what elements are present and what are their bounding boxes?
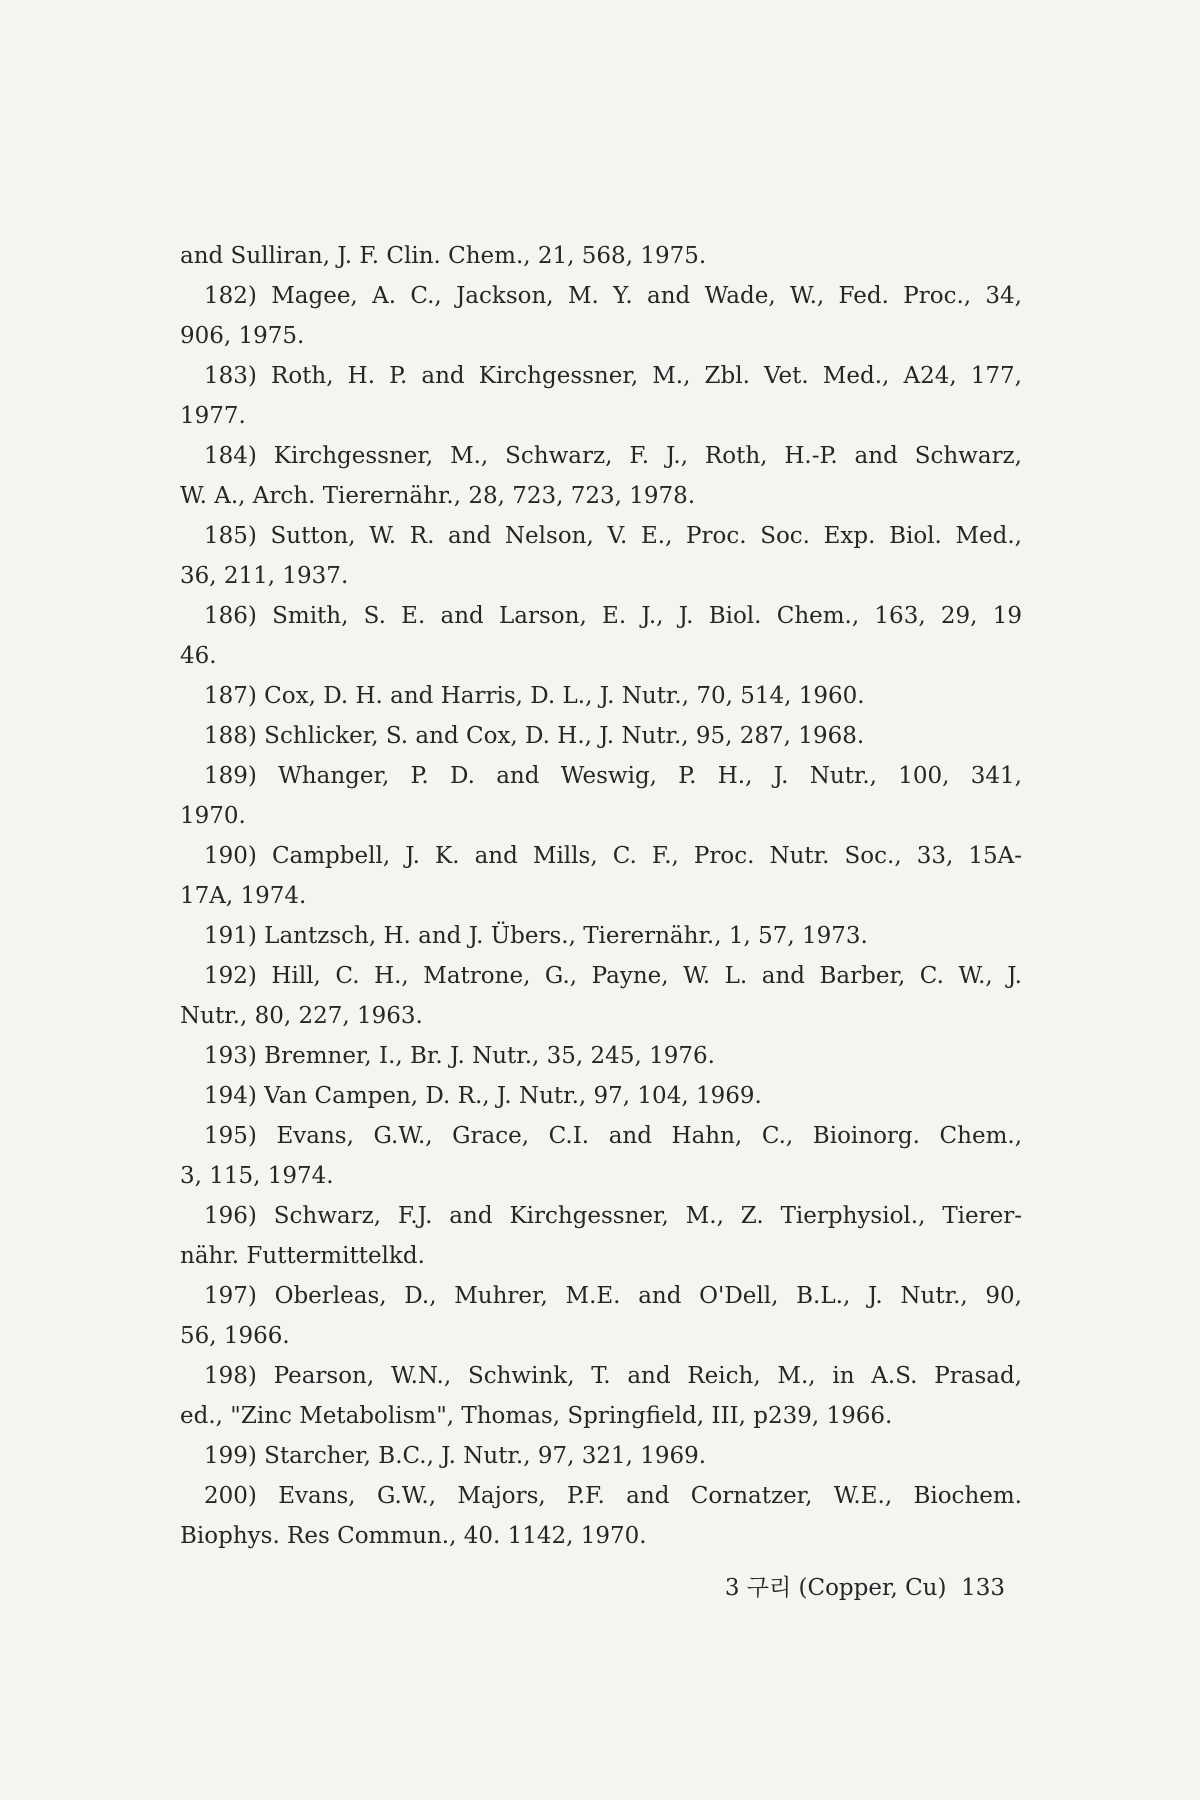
reference-line: 195) Evans, G.W., Grace, C.I. and Hahn, C., Bioinorg. Chem., [204, 1123, 1022, 1149]
reference-line: 906, 1975. [180, 323, 305, 349]
reference-line: 36, 211, 1937. [180, 563, 349, 589]
reference-line: 183) Roth, H. P. and Kirchgessner, M., Zbl. Vet. Med., A24, 177, [204, 363, 1022, 389]
reference-line: 185) Sutton, W. R. and Nelson, V. E., Proc. Soc. Exp. Biol. Med., [204, 523, 1022, 549]
reference-line: 193) Bremner, I., Br. J. Nutr., 35, 245, 1976. [204, 1043, 715, 1069]
reference-line: 191) Lantzsch, H. and J. Übers., Tierernähr., 1, 57, 1973. [204, 923, 868, 949]
reference-line: 189) Whanger, P. D. and Weswig, P. H., J. Nutr., 100, 341, [204, 763, 1022, 789]
reference-line: and Sulliran, J. F. Clin. Chem., 21, 568, 1975. [180, 243, 707, 269]
reference-line: nähr. Futtermittelkd. [180, 1243, 425, 1269]
reference-list [180, 236, 1022, 1556]
reference-line: 1970. [180, 803, 246, 829]
reference-line: 46. [180, 643, 217, 669]
reference-line: 56, 1966. [180, 1323, 290, 1349]
reference-line: 194) Van Campen, D. R., J. Nutr., 97, 104, 1969. [204, 1083, 762, 1109]
reference-line: 1977. [180, 403, 246, 429]
reference-line: W. A., Arch. Tierernähr., 28, 723, 723, 1978. [180, 483, 696, 509]
reference-line: 192) Hill, C. H., Matrone, G., Payne, W. L. and Barber, C. W., J. [204, 963, 1022, 989]
reference-line: 199) Starcher, B.C., J. Nutr., 97, 321, 1969. [204, 1443, 707, 1469]
reference-line: 198) Pearson, W.N., Schwink, T. and Reich, M., in A.S. Prasad, [204, 1363, 1022, 1389]
reference-line: 182) Magee, A. C., Jackson, M. Y. and Wade, W., Fed. Proc., 34, [204, 283, 1022, 309]
page-footer [725, 1568, 1005, 1608]
reference-line: 3, 115, 1974. [180, 1163, 334, 1189]
reference-line: ed., "Zinc Metabolism", Thomas, Springfield, III, p239, 1966. [180, 1403, 893, 1429]
reference-line: Biophys. Res Commun., 40. 1142, 1970. [180, 1523, 647, 1549]
reference-line: 186) Smith, S. E. and Larson, E. J., J. Biol. Chem., 163, 29, 19 [204, 603, 1022, 629]
reference-line: 200) Evans, G.W., Majors, P.F. and Cornatzer, W.E., Biochem. [204, 1483, 1022, 1509]
running-head: 3 구리 (Copper, Cu) [724, 1575, 947, 1601]
reference-line: 17A, 1974. [180, 883, 307, 909]
reference-line: 197) Oberleas, D., Muhrer, M.E. and O'Dell, B.L., J. Nutr., 90, [204, 1283, 1022, 1309]
reference-line: Nutr., 80, 227, 1963. [180, 1003, 423, 1029]
reference-line: 190) Campbell, J. K. and Mills, C. F., Proc. Nutr. Soc., 33, 15A- [204, 843, 1022, 869]
page-number: 133 [961, 1575, 1005, 1601]
reference-line: 188) Schlicker, S. and Cox, D. H., J. Nutr., 95, 287, 1968. [204, 723, 865, 749]
reference-line: 187) Cox, D. H. and Harris, D. L., J. Nutr., 70, 514, 1960. [204, 683, 865, 709]
reference-line: 184) Kirchgessner, M., Schwarz, F. J., Roth, H.-P. and Schwarz, [204, 443, 1022, 469]
reference-line: 196) Schwarz, F.J. and Kirchgessner, M., Z. Tierphysiol., Tierer- [204, 1203, 1022, 1229]
